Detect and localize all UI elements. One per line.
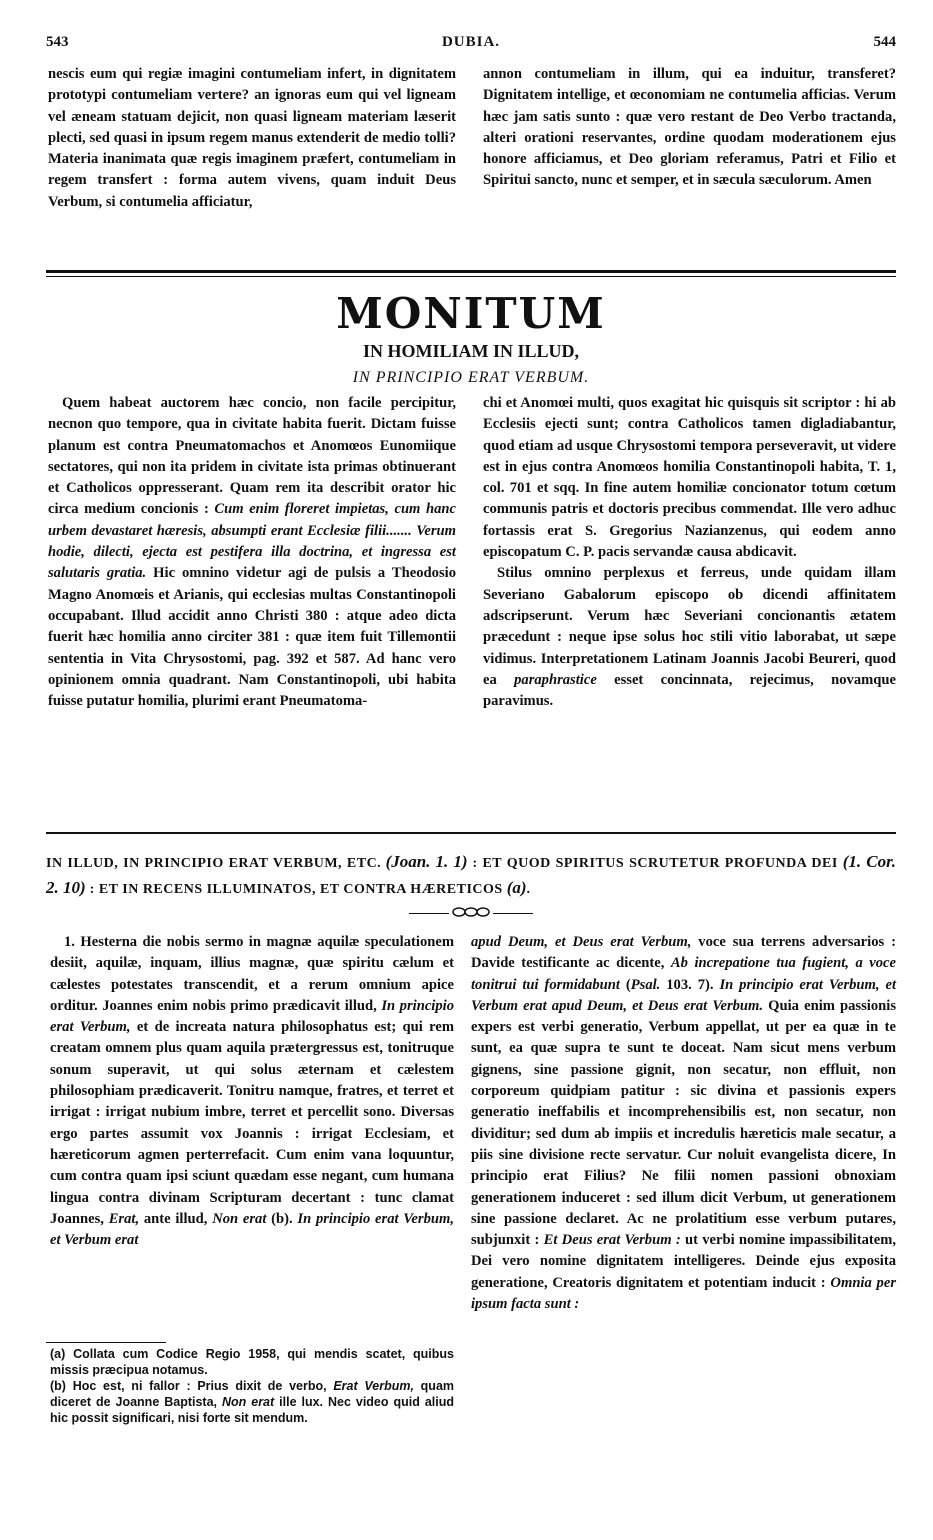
top-left-paragraph: nescis eum qui regiæ imagini contumeliam infert, in dignitatem prototypi contumeliam vertere? an ignoras eum qui vel ligneam vel æneam statuam dejicit, non quasi ligneam materiam læserit plecti, sed quasi in ipsum regem manus extenderit de medio tolli? Materia inanimata quæ regis imaginem præfert, contumeliam in regem transfert : forma autem vivens, quam induit Deus Verbum, si contumelia afficiatur, (48, 66, 456, 210)
running-head (46, 34, 896, 56)
scripture-reference: (Joan. 1. 1) (385, 852, 468, 871)
italic-phrase: Non erat (212, 1210, 267, 1227)
title-part: IN ILLUD, IN PRINCIPIO ERAT VERBUM, ETC. (46, 856, 382, 871)
knot-ornament-icon (451, 906, 491, 918)
quotation: Cum enim floreret impietas, cum hanc urbem devastaret hæresis, absumpti erant Ecclesiæ filii....... Verum hodie, dilecti, ejecta est pestifera illa doctrina, et ingressa est salutaris gratia. (48, 501, 457, 582)
homily-title (46, 850, 896, 902)
top-right-paragraph: annon contumeliam in illum, qui ea induitur, transferet? Dignitatem intellige, et œconomiam ne contumelia afficias. Verum hæc jam satis sunto : quæ vero restant de Deo Verbo tractanda, alteri orationi reservantes, ordine quodam moderationem ejus honore afficiamus, et Deo gloriam referamus, Patri et Filio et Spiritui sancto, nunc et semper, et in sæcula sæculorum. Amen (483, 66, 896, 189)
italic-phrase: In principio erat Verbum, (50, 997, 454, 1036)
footnotes (50, 1346, 454, 1426)
monitum-heading: MONITUM (336, 289, 606, 338)
italic-phrase: Erat Verbum, (333, 1379, 414, 1393)
text-run: ut verbi nomine impassibilitatem, Dei vero nomine dignitatem intelligeres. Deinde ejus exposita generatione, Creatoris dignitatem et potentiam inducit : (471, 1232, 897, 1291)
body-paragraph-1 (50, 932, 454, 1251)
text-run: 103. 7). (660, 976, 720, 993)
page-number-right: 544 (873, 34, 896, 50)
footnote-a: (a) Collata cum Codice Regio 1958, qui mendis scatet, quibus missis præcipua notamus. (50, 1347, 454, 1377)
page-number-left: 543 (46, 34, 69, 50)
italic-phrase: In principio erat Verbum, et Verbum erat apud Deum, et Deus erat Verbum. (471, 976, 897, 1014)
text-run: (b). (266, 1210, 298, 1227)
text-run: ( (619, 976, 631, 993)
top-left-column (48, 64, 456, 213)
monitum-subtitle: IN HOMILIAM IN ILLUD, (362, 341, 580, 361)
italic-phrase: Ab increpatione tua fugient, a voce tonitrui tui formidabunt (471, 955, 897, 993)
text-run: Quem habeat auctorem hæc concio, non facile percipitur, necnon quo tempore, qua in civitate habita fuerit. Dictam fuisse planum est contra Pneumatomachos et Anomœos Eunomiique sectatores, qui non ita pridem in civitate ista primas obtinuerant et Catholicos oppresserant. Quam rem ita describit orator hic circa medium concionis : (48, 395, 456, 518)
italic-phrase: Non erat (221, 1395, 275, 1409)
text-run: Quia enim passionis expers est verbi generatio, Verbum appellat, ut per ea quæ in te sunt, ea quæ supra te sunt te doceat. Nam sicut mens verbum gignens, sine passione gignit, non secatur, non effluit, non corporeum quidpiam patitur : sic divina et passionis expers generatio ineffabilis et incomprehensibilis est, non secatur, non dividitur; sed dum ab impiis et incredulis hæreticis male secatur, a piis sine divisione recte servatur. Cur noluit evangelista dicere, In principio erat Filius? Ne filii nomen passioni obnoxiam generationem induceret : sed illum dicit Verbum, ut generationem sine passione declaret. Ac ne prolatitium esse verbum putares, subjunxit : (471, 997, 896, 1249)
section-divider-2 (46, 832, 896, 834)
footnote-rule (46, 1342, 166, 1343)
text-run: (b) Hoc est, ni fallor : Prius dixit de verbo, (50, 1379, 334, 1393)
text-run: ante illud, (139, 1210, 213, 1227)
monitum-subtitle-italic: IN PRINCIPIO ERAT VERBUM. (352, 369, 590, 386)
text-run: 1. Hesterna die nobis sermo in magnæ aquilæ speculationem desiit, aquilæ, inquam, illius magnæ, quæ spiritu cælum et cælestes potestates transcendit, et a rerum omnium apice orditur. Joannes enim nobis primo prædicavit illud, (50, 934, 454, 1014)
italic-phrase: Psal. (630, 976, 661, 993)
monitum-left-column (48, 393, 456, 712)
italic-word: paraphrastice (514, 671, 597, 688)
monitum-right-column (483, 393, 896, 712)
running-title: DUBIA. (441, 34, 501, 50)
text-run: ille lux. Nec video quid aliud hic possit significari, nisi forte sit mendum. (50, 1395, 454, 1425)
italic-phrase: Omnia per ipsum facta sunt : (471, 1274, 897, 1313)
body-paragraph-1-cont (471, 932, 896, 1315)
text-run: Hic omnino videtur agi de pulsis a Theodosio Magno Anomœis et Arianis, qui ecclesias multas Constantinopoli occupabant. Illud accidit anno Christi 380 : atque adeo dicta fuerit hæc homilia anno circiter 381 : quæ item fuit Tillemontii sententia in Vita Chrysostomi, pag. 392 et 587. Ad hanc vero opinionem omnia quadrant. Nam Constantinopoli, ubi habita fuisse putatur homilia, plurimi erant Pneumatoma- (48, 565, 456, 710)
italic-phrase: In principio erat Verbum, et Verbum erat (50, 1210, 454, 1249)
text-run: quam diceret de Joanne Baptista, (50, 1379, 455, 1409)
monitum-paragraph-1 (48, 393, 456, 712)
text-run: voce sua terrens adversarios : Davide testificante ac dicente, (471, 934, 896, 972)
title-part: . (526, 882, 531, 897)
monitum-paragraph-1-cont: chi et Anomœi multi, quos exagitat hic quisquis sit scriptor : hi ab Ecclesiis ejecti sunt; contra Catholicos tamen digladiabantur, quod etiam ad usque Chrysostomi tempora perseveravit, ut videre est in ejus contra Anomœos homilia Constantinopoli habita, T. 1, col. 701 et sqq. In fine autem homiliæ concionator totum cœtum communis patris et doctoris precibus commendat. Ille vero adhuc fortassis erat S. Gregorius Nazianzenus, qui eodem anno episcopatum C. P. pacis servandæ causa abdicavit. (483, 395, 896, 561)
scripture-reference: (1. Cor. 2. 10) (46, 852, 896, 897)
ornament-divider (46, 905, 896, 921)
italic-phrase: Et Deus erat Verbum : (543, 1232, 681, 1249)
section-divider-thin (46, 276, 896, 277)
title-part: : ET IN RECENS ILLUMINATOS, ET CONTRA HÆRETICOS (85, 882, 507, 897)
body-right-column (471, 932, 896, 1315)
italic-phrase: apud Deum, et Deus erat Verbum, (471, 934, 692, 950)
body-left-column (50, 932, 454, 1251)
title-part: : ET QUOD SPIRITUS SCRUTETUR PROFUNDA DEI (467, 856, 843, 871)
monitum-paragraph-2 (483, 563, 896, 712)
text-run: et de increata natura philosophatus est; qui rem creatam omnem plus quam aquila prætergressus est, tonitruque sonum superavit, ut qui solus æternam et cælestem philosophiam prædicaverit. Tonitru namque, fratres, et terret et irrigat : irrigat nubium imbre, terret et percellit sono. Diversas ergo partes assumit vox Joannis : irrigat Ecclesiam, et hæreticorum agmen perterrefacit. Cum enim vana loquuntur, cum contra quam ipsi sciunt quædam esse negant, cum humana lingua contra divinam Scripturam decertant : tunc clamat Joannes, (50, 1019, 455, 1227)
text-run: esset concinnata, rejecimus, novamque paravimus. (483, 671, 896, 710)
text-run: Stilus omnino perplexus et ferreus, unde quidam illam Severiano Gabalorum episcopo ob dicendi affinitatem adscripserunt. Verum hæc Severiani concionantis ætatem præcedunt : neque ipse solus hoc stili vitio laborabat, ut sæpe vidimus. Interpretationem Latinam Joannis Jacobi Beureri, quod ea (483, 565, 896, 688)
footnote-marker: (a) (506, 878, 527, 897)
italic-phrase: Erat, (108, 1210, 140, 1227)
footnote-b (50, 1378, 454, 1426)
top-right-column (483, 64, 896, 192)
section-divider (46, 270, 896, 273)
